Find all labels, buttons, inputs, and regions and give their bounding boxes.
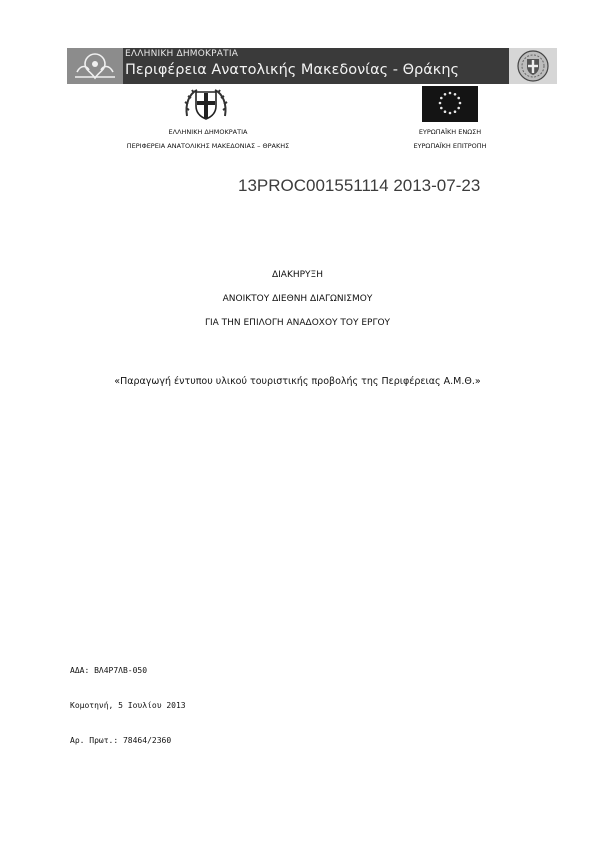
caption-eu-commission: ΕΥΡΩΠΑΪΚΗ ΕΠΙΤΡΟΠΗ [413,142,487,150]
header-banner [67,48,557,84]
document-id: 13PROC001551114 2013-07-23 [238,176,481,195]
heading-declaration: ΔΙΑΚΗΡΥΞΗ [271,270,324,280]
banner-title: Περιφέρεια Ανατολικής Μακεδονίας - Θράκης [125,62,460,78]
heading-contractor-selection: ΓΙΑ ΤΗΝ ΕΠΙΛΟΓΗ ΑΝΑΔΟΧΟΥ ΤΟΥ ΕΡΓΟΥ [204,318,391,328]
coat-of-arms-seal-icon [509,48,557,84]
protocol-number: Αρ. Πρωτ.: 78464/2360 [70,736,172,745]
heading-tender-type: ΑΝΟΙΚΤΟΥ ΔΙΕΘΝΗ ΔΙΑΓΩΝΙΣΜΟΥ [222,294,373,304]
eu-caption [370,125,530,153]
place-date: Κομοτηνή, 5 Ιουλίου 2013 [70,701,186,710]
project-subject: «Παραγωγή έντυπου υλικού τουριστικής προβολής της Περιφέρειας Α.Μ.Θ.» [114,376,481,387]
region-emblem-icon [67,48,123,84]
caption-region: ΠΕΡΙΦΕΡΕΙΑ ΑΝΑΤΟΛΙΚΗΣ ΜΑΚΕΔΟΝΙΑΣ – ΘΡΑΚΗΣ [126,142,290,150]
eu-flag-icon [422,86,478,122]
caption-republic: ΕΛΛΗΝΙΚΗ ΔΗΜΟΚΡΑΤΙΑ [168,128,248,136]
caption-eu-union: ΕΥΡΩΠΑΪΚΗ ΕΝΩΣΗ [418,128,482,136]
banner-subtitle: ΕΛΛΗΝΙΚΗ ΔΗΜΟΚΡΑΤΙΑ [125,49,239,59]
greek-republic-caption [108,125,308,153]
ada-code: ΑΔΑ: ΒΛ4Ρ7ΛΒ-050 [70,666,148,675]
greek-emblem-icon [183,86,229,128]
